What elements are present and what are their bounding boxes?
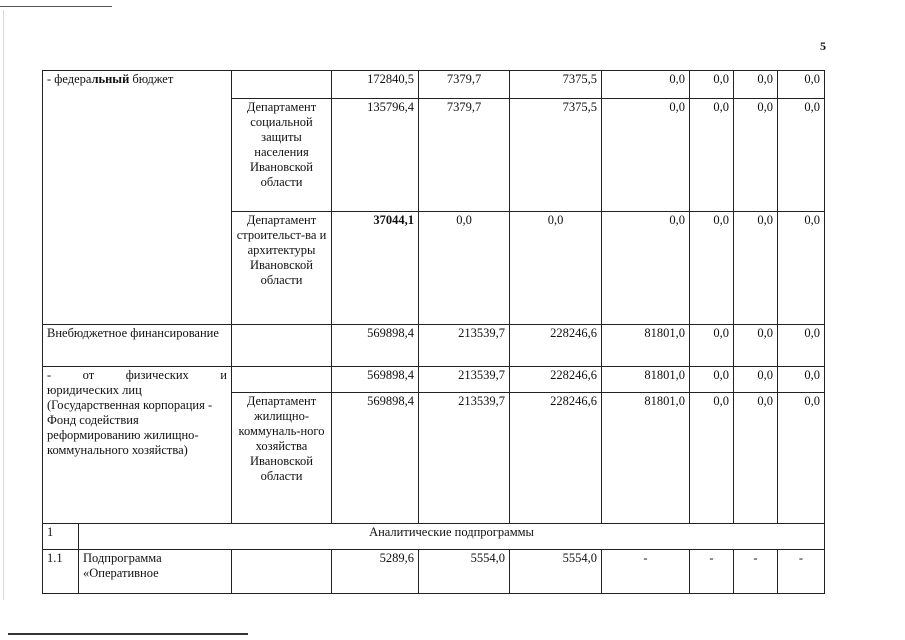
table-row <box>43 550 825 594</box>
department-cell: Департамент строительст-ва и архитектуры Ивановской области <box>232 212 332 325</box>
value-cell: 37044,1 <box>332 212 419 325</box>
value-cell: 0,0 <box>690 212 734 325</box>
value-cell: 0,0 <box>778 71 825 99</box>
value-cell: 0,0 <box>734 212 778 325</box>
value-cell: - <box>690 550 734 594</box>
value-cell: 213539,7 <box>419 393 510 524</box>
value-cell: 228246,6 <box>510 325 602 367</box>
table-row <box>43 524 825 550</box>
value-cell: 0,0 <box>602 71 690 99</box>
section-title: Аналитические подпрограммы <box>79 524 825 550</box>
dept-cell-empty <box>232 550 332 594</box>
value-cell: - <box>734 550 778 594</box>
table-row <box>43 367 825 393</box>
value-cell: 0,0 <box>510 212 602 325</box>
row-number: 1.1 <box>43 550 79 594</box>
value-cell: 0,0 <box>734 367 778 393</box>
section-number: 1 <box>43 524 79 550</box>
funding-table <box>42 70 825 594</box>
value-cell: 569898,4 <box>332 393 419 524</box>
value-cell: 0,0 <box>734 99 778 212</box>
value-cell: 7375,5 <box>510 99 602 212</box>
value-cell: 213539,7 <box>419 367 510 393</box>
value-cell: 0,0 <box>690 367 734 393</box>
value-cell: 0,0 <box>778 99 825 212</box>
value-cell: 5554,0 <box>510 550 602 594</box>
value-cell: 81801,0 <box>602 393 690 524</box>
value-cell: 135796,4 <box>332 99 419 212</box>
value-cell: 7379,7 <box>419 99 510 212</box>
value-cell: 213539,7 <box>419 325 510 367</box>
page-number: 5 <box>820 39 826 53</box>
top-rule <box>0 6 112 7</box>
value-cell: - <box>778 550 825 594</box>
value-cell: 0,0 <box>734 325 778 367</box>
value-cell: 569898,4 <box>332 367 419 393</box>
value-cell: 172840,5 <box>332 71 419 99</box>
value-cell: 0,0 <box>778 393 825 524</box>
value-cell: 5554,0 <box>419 550 510 594</box>
value-cell: 0,0 <box>690 325 734 367</box>
value-cell: 0,0 <box>602 99 690 212</box>
value-cell: 0,0 <box>734 71 778 99</box>
value-cell: 0,0 <box>690 99 734 212</box>
value-cell: 569898,4 <box>332 325 419 367</box>
value-cell: 7375,5 <box>510 71 602 99</box>
scan-edge <box>3 10 4 600</box>
value-cell: 0,0 <box>734 393 778 524</box>
value-cell: 81801,0 <box>602 325 690 367</box>
department-cell: Департамент социальной защиты населения Ивановской области <box>232 99 332 212</box>
row-label-subprogram: Подпрограмма «Оперативное <box>79 550 232 594</box>
value-cell: 0,0 <box>602 212 690 325</box>
row-label-individuals: - от физических и юридических лиц (Государственная корпорация - Фонд содействия реформированию жилищно-коммунального хозяйства) <box>43 367 232 524</box>
table-row <box>43 71 825 99</box>
value-cell: 0,0 <box>690 71 734 99</box>
value-cell: 5289,6 <box>332 550 419 594</box>
value-cell: 0,0 <box>778 325 825 367</box>
department-cell: Департамент жилищно-коммуналь-ного хозяйства Ивановской области <box>232 393 332 524</box>
value-cell: 7379,7 <box>419 71 510 99</box>
value-cell: 0,0 <box>419 212 510 325</box>
value-cell: - <box>602 550 690 594</box>
value-cell: 228246,6 <box>510 367 602 393</box>
value-cell: 228246,6 <box>510 393 602 524</box>
row-label-federal: - федеральный бюджет <box>43 71 232 325</box>
bottom-rule <box>8 633 248 635</box>
dept-cell-empty <box>232 325 332 367</box>
row-label-extrabudget: Внебюджетное финансирование <box>43 325 232 367</box>
value-cell: 0,0 <box>778 212 825 325</box>
dept-cell-empty <box>232 367 332 393</box>
value-cell: 0,0 <box>778 367 825 393</box>
dept-cell-empty <box>232 71 332 99</box>
value-cell: 81801,0 <box>602 367 690 393</box>
table-row <box>43 325 825 367</box>
value-cell: 0,0 <box>690 393 734 524</box>
